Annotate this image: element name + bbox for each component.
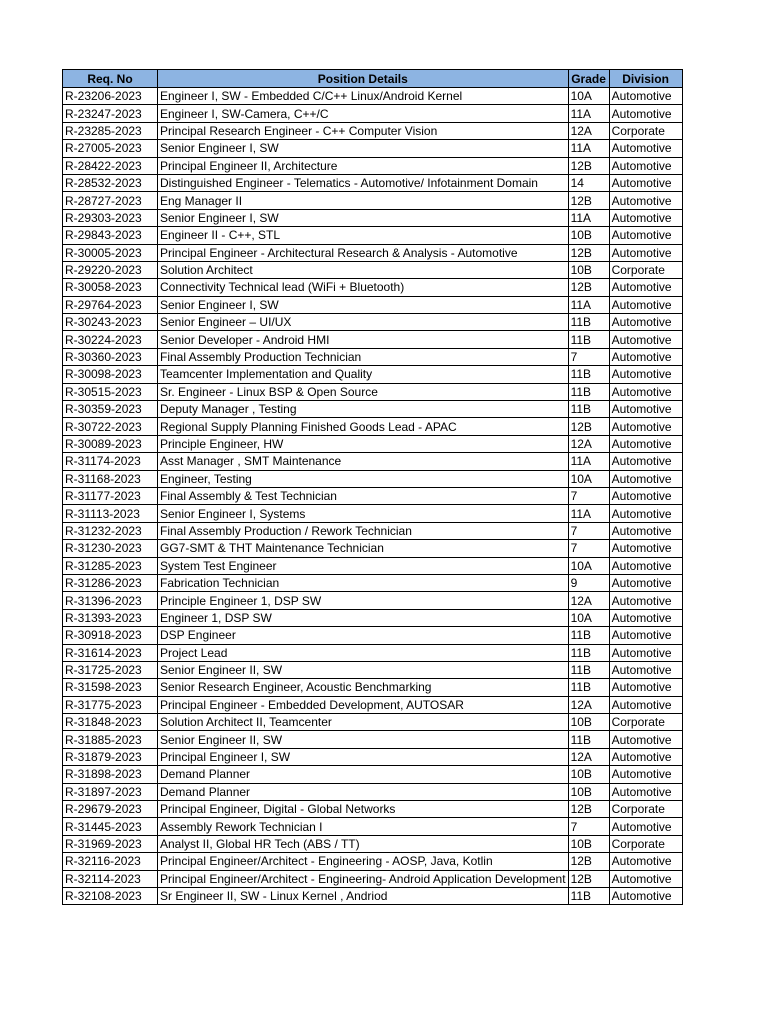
- position-details-cell: Principal Research Engineer - C++ Computer Vision: [158, 122, 569, 139]
- division-cell: Automotive: [609, 401, 682, 418]
- grade-cell: 7: [568, 540, 609, 557]
- req-no-cell: R-31614-2023: [63, 644, 158, 661]
- table-row: [63, 661, 683, 678]
- division-cell: Automotive: [609, 818, 682, 835]
- position-details-cell: Engineer, Testing: [158, 470, 569, 487]
- header-req-no: Req. No: [63, 70, 158, 88]
- grade-cell: 11B: [568, 383, 609, 400]
- grade-cell: 11A: [568, 296, 609, 313]
- division-cell: Automotive: [609, 696, 682, 713]
- table-row: [63, 88, 683, 105]
- grade-cell: 12B: [568, 244, 609, 261]
- table-row: [63, 122, 683, 139]
- grade-cell: 9: [568, 574, 609, 591]
- req-no-cell: R-30243-2023: [63, 314, 158, 331]
- division-cell: Automotive: [609, 853, 682, 870]
- header-row: [63, 70, 683, 88]
- division-cell: Automotive: [609, 348, 682, 365]
- req-no-cell: R-30224-2023: [63, 331, 158, 348]
- division-cell: Automotive: [609, 766, 682, 783]
- req-no-cell: R-31885-2023: [63, 731, 158, 748]
- grade-cell: 10A: [568, 609, 609, 626]
- req-no-cell: R-30360-2023: [63, 348, 158, 365]
- grade-cell: 10B: [568, 227, 609, 244]
- table-row: [63, 540, 683, 557]
- division-cell: Automotive: [609, 644, 682, 661]
- grade-cell: 12B: [568, 870, 609, 887]
- grade-cell: 12B: [568, 279, 609, 296]
- position-details-cell: Engineer II - C++, STL: [158, 227, 569, 244]
- table-row: [63, 401, 683, 418]
- grade-cell: 12B: [568, 157, 609, 174]
- division-cell: Corporate: [609, 122, 682, 139]
- grade-cell: 11B: [568, 314, 609, 331]
- division-cell: Corporate: [609, 714, 682, 731]
- position-details-cell: Final Assembly Production / Rework Technician: [158, 522, 569, 539]
- table-row: [63, 592, 683, 609]
- division-cell: Automotive: [609, 314, 682, 331]
- req-no-cell: R-23247-2023: [63, 105, 158, 122]
- req-no-cell: R-31598-2023: [63, 679, 158, 696]
- req-no-cell: R-23285-2023: [63, 122, 158, 139]
- table-row: [63, 818, 683, 835]
- grade-cell: 12A: [568, 435, 609, 452]
- req-no-cell: R-30515-2023: [63, 383, 158, 400]
- division-cell: Automotive: [609, 609, 682, 626]
- grade-cell: 12A: [568, 592, 609, 609]
- grade-cell: 12A: [568, 122, 609, 139]
- req-no-cell: R-31177-2023: [63, 487, 158, 504]
- division-cell: Automotive: [609, 383, 682, 400]
- req-no-cell: R-31113-2023: [63, 505, 158, 522]
- table-row: [63, 244, 683, 261]
- division-cell: Automotive: [609, 783, 682, 800]
- position-details-cell: Principal Engineer/Architect - Engineering - AOSP, Java, Kotlin: [158, 853, 569, 870]
- req-no-cell: R-30005-2023: [63, 244, 158, 261]
- req-no-cell: R-29679-2023: [63, 801, 158, 818]
- req-no-cell: R-31174-2023: [63, 453, 158, 470]
- req-no-cell: R-30089-2023: [63, 435, 158, 452]
- table-row: [63, 261, 683, 278]
- position-details-cell: Principal Engineer, Digital - Global Networks: [158, 801, 569, 818]
- req-no-cell: R-31232-2023: [63, 522, 158, 539]
- position-details-cell: Engineer I, SW - Embedded C/C++ Linux/Android Kernel: [158, 88, 569, 105]
- position-details-cell: Assembly Rework Technician I: [158, 818, 569, 835]
- division-cell: Automotive: [609, 227, 682, 244]
- division-cell: Automotive: [609, 487, 682, 504]
- grade-cell: 7: [568, 818, 609, 835]
- req-no-cell: R-32108-2023: [63, 887, 158, 904]
- grade-cell: 11B: [568, 627, 609, 644]
- header-position-details: Position Details: [158, 70, 569, 88]
- table-row: [63, 209, 683, 226]
- position-details-cell: Senior Engineer I, SW: [158, 140, 569, 157]
- table-row: [63, 627, 683, 644]
- table-row: [63, 887, 683, 904]
- position-details-cell: Principal Engineer II, Architecture: [158, 157, 569, 174]
- header-grade: Grade: [568, 70, 609, 88]
- position-details-cell: Sr Engineer II, SW - Linux Kernel , Andriod: [158, 887, 569, 904]
- req-no-cell: R-31725-2023: [63, 661, 158, 678]
- grade-cell: 11B: [568, 366, 609, 383]
- position-details-cell: Senior Engineer I, SW: [158, 296, 569, 313]
- division-cell: Automotive: [609, 522, 682, 539]
- position-details-cell: Principal Engineer - Embedded Development, AUTOSAR: [158, 696, 569, 713]
- division-cell: Automotive: [609, 470, 682, 487]
- position-details-cell: Principal Engineer - Architectural Research & Analysis - Automotive: [158, 244, 569, 261]
- table-row: [63, 348, 683, 365]
- table-row: [63, 435, 683, 452]
- table-row: [63, 748, 683, 765]
- req-no-cell: R-31285-2023: [63, 557, 158, 574]
- division-cell: Corporate: [609, 261, 682, 278]
- position-details-cell: Senior Developer - Android HMI: [158, 331, 569, 348]
- grade-cell: 11A: [568, 453, 609, 470]
- table-row: [63, 314, 683, 331]
- req-no-cell: R-27005-2023: [63, 140, 158, 157]
- division-cell: Automotive: [609, 592, 682, 609]
- grade-cell: 12B: [568, 853, 609, 870]
- req-no-cell: R-31445-2023: [63, 818, 158, 835]
- table-row: [63, 453, 683, 470]
- req-no-cell: R-31168-2023: [63, 470, 158, 487]
- table-row: [63, 505, 683, 522]
- division-cell: Automotive: [609, 88, 682, 105]
- table-row: [63, 366, 683, 383]
- req-no-cell: R-28422-2023: [63, 157, 158, 174]
- position-details-cell: GG7-SMT & THT Maintenance Technician: [158, 540, 569, 557]
- grade-cell: 10B: [568, 766, 609, 783]
- position-details-cell: Engineer I, SW-Camera, C++/C: [158, 105, 569, 122]
- req-no-cell: R-30722-2023: [63, 418, 158, 435]
- grade-cell: 12A: [568, 748, 609, 765]
- table-row: [63, 696, 683, 713]
- grade-cell: 10B: [568, 835, 609, 852]
- position-details-cell: Sr. Engineer - Linux BSP & Open Source: [158, 383, 569, 400]
- grade-cell: 10B: [568, 261, 609, 278]
- division-cell: Automotive: [609, 574, 682, 591]
- grade-cell: 11A: [568, 505, 609, 522]
- position-details-cell: Fabrication Technician: [158, 574, 569, 591]
- division-cell: Automotive: [609, 661, 682, 678]
- division-cell: Automotive: [609, 157, 682, 174]
- position-details-cell: Senior Engineer II, SW: [158, 661, 569, 678]
- division-cell: Automotive: [609, 679, 682, 696]
- position-details-cell: Principal Engineer/Architect - Engineering- Android Application Development: [158, 870, 569, 887]
- division-cell: Corporate: [609, 835, 682, 852]
- req-no-cell: R-31898-2023: [63, 766, 158, 783]
- req-no-cell: R-31969-2023: [63, 835, 158, 852]
- position-details-cell: Analyst II, Global HR Tech (ABS / TT): [158, 835, 569, 852]
- grade-cell: 12B: [568, 801, 609, 818]
- table-row: [63, 157, 683, 174]
- position-details-cell: Final Assembly & Test Technician: [158, 487, 569, 504]
- division-cell: Automotive: [609, 279, 682, 296]
- position-details-cell: Demand Planner: [158, 783, 569, 800]
- position-details-cell: Project Lead: [158, 644, 569, 661]
- division-cell: Automotive: [609, 557, 682, 574]
- position-details-cell: Principle Engineer 1, DSP SW: [158, 592, 569, 609]
- grade-cell: 11A: [568, 209, 609, 226]
- table-row: [63, 714, 683, 731]
- req-no-cell: R-31848-2023: [63, 714, 158, 731]
- division-cell: Automotive: [609, 435, 682, 452]
- division-cell: Automotive: [609, 331, 682, 348]
- req-no-cell: R-31393-2023: [63, 609, 158, 626]
- table-row: [63, 140, 683, 157]
- requisition-table: [62, 69, 683, 905]
- req-no-cell: R-31897-2023: [63, 783, 158, 800]
- req-no-cell: R-28532-2023: [63, 174, 158, 191]
- division-cell: Automotive: [609, 192, 682, 209]
- grade-cell: 11B: [568, 401, 609, 418]
- division-cell: Automotive: [609, 366, 682, 383]
- division-cell: Automotive: [609, 540, 682, 557]
- position-details-cell: Senior Engineer I, Systems: [158, 505, 569, 522]
- position-details-cell: System Test Engineer: [158, 557, 569, 574]
- position-details-cell: Asst Manager , SMT Maintenance: [158, 453, 569, 470]
- table-row: [63, 296, 683, 313]
- table-row: [63, 470, 683, 487]
- table-row: [63, 331, 683, 348]
- division-cell: Automotive: [609, 870, 682, 887]
- position-details-cell: Principal Engineer I, SW: [158, 748, 569, 765]
- grade-cell: 10B: [568, 714, 609, 731]
- table-row: [63, 192, 683, 209]
- table-row: [63, 731, 683, 748]
- position-details-cell: Final Assembly Production Technician: [158, 348, 569, 365]
- grade-cell: 11B: [568, 887, 609, 904]
- division-cell: Automotive: [609, 731, 682, 748]
- table-row: [63, 487, 683, 504]
- position-details-cell: Connectivity Technical lead (WiFi + Bluetooth): [158, 279, 569, 296]
- grade-cell: 11B: [568, 679, 609, 696]
- table-row: [63, 383, 683, 400]
- position-details-cell: Eng Manager II: [158, 192, 569, 209]
- grade-cell: 12B: [568, 418, 609, 435]
- grade-cell: 14: [568, 174, 609, 191]
- table-row: [63, 644, 683, 661]
- position-details-cell: Teamcenter Implementation and Quality: [158, 366, 569, 383]
- table-row: [63, 557, 683, 574]
- division-cell: Automotive: [609, 209, 682, 226]
- table-row: [63, 783, 683, 800]
- table-row: [63, 679, 683, 696]
- grade-cell: 7: [568, 348, 609, 365]
- position-details-cell: Distinguished Engineer - Telematics - Automotive/ Infotainment Domain: [158, 174, 569, 191]
- table-row: [63, 853, 683, 870]
- division-cell: Automotive: [609, 887, 682, 904]
- grade-cell: 11B: [568, 731, 609, 748]
- grade-cell: 7: [568, 487, 609, 504]
- grade-cell: 11B: [568, 644, 609, 661]
- position-details-cell: Solution Architect II, Teamcenter: [158, 714, 569, 731]
- req-no-cell: R-31775-2023: [63, 696, 158, 713]
- grade-cell: 11A: [568, 140, 609, 157]
- req-no-cell: R-31879-2023: [63, 748, 158, 765]
- division-cell: Automotive: [609, 505, 682, 522]
- req-no-cell: R-30359-2023: [63, 401, 158, 418]
- header-division: Division: [609, 70, 682, 88]
- division-cell: Automotive: [609, 627, 682, 644]
- table-row: [63, 279, 683, 296]
- grade-cell: 10A: [568, 470, 609, 487]
- req-no-cell: R-31286-2023: [63, 574, 158, 591]
- req-no-cell: R-30098-2023: [63, 366, 158, 383]
- table-row: [63, 835, 683, 852]
- position-details-cell: Principle Engineer, HW: [158, 435, 569, 452]
- position-details-cell: Regional Supply Planning Finished Goods Lead - APAC: [158, 418, 569, 435]
- division-cell: Automotive: [609, 140, 682, 157]
- table-row: [63, 766, 683, 783]
- division-cell: Automotive: [609, 453, 682, 470]
- grade-cell: 10A: [568, 557, 609, 574]
- req-no-cell: R-29764-2023: [63, 296, 158, 313]
- table-row: [63, 522, 683, 539]
- table-row: [63, 574, 683, 591]
- division-cell: Automotive: [609, 244, 682, 261]
- table-row: [63, 418, 683, 435]
- req-no-cell: R-23206-2023: [63, 88, 158, 105]
- req-no-cell: R-29843-2023: [63, 227, 158, 244]
- division-cell: Automotive: [609, 105, 682, 122]
- req-no-cell: R-31230-2023: [63, 540, 158, 557]
- division-cell: Automotive: [609, 748, 682, 765]
- grade-cell: 7: [568, 522, 609, 539]
- req-no-cell: R-29220-2023: [63, 261, 158, 278]
- req-no-cell: R-28727-2023: [63, 192, 158, 209]
- position-details-cell: Demand Planner: [158, 766, 569, 783]
- table-row: [63, 105, 683, 122]
- req-no-cell: R-31396-2023: [63, 592, 158, 609]
- req-no-cell: R-30918-2023: [63, 627, 158, 644]
- grade-cell: 10B: [568, 783, 609, 800]
- grade-cell: 12A: [568, 696, 609, 713]
- position-details-cell: DSP Engineer: [158, 627, 569, 644]
- position-details-cell: Solution Architect: [158, 261, 569, 278]
- division-cell: Automotive: [609, 418, 682, 435]
- table-row: [63, 870, 683, 887]
- table-row: [63, 609, 683, 626]
- division-cell: Automotive: [609, 296, 682, 313]
- grade-cell: 11B: [568, 331, 609, 348]
- table-row: [63, 227, 683, 244]
- grade-cell: 11B: [568, 661, 609, 678]
- req-no-cell: R-32114-2023: [63, 870, 158, 887]
- position-details-cell: Deputy Manager , Testing: [158, 401, 569, 418]
- position-details-cell: Senior Research Engineer, Acoustic Benchmarking: [158, 679, 569, 696]
- position-details-cell: Engineer 1, DSP SW: [158, 609, 569, 626]
- table-row: [63, 174, 683, 191]
- position-details-cell: Senior Engineer II, SW: [158, 731, 569, 748]
- position-details-cell: Senior Engineer I, SW: [158, 209, 569, 226]
- division-cell: Automotive: [609, 174, 682, 191]
- grade-cell: 12B: [568, 192, 609, 209]
- grade-cell: 10A: [568, 88, 609, 105]
- grade-cell: 11A: [568, 105, 609, 122]
- req-no-cell: R-29303-2023: [63, 209, 158, 226]
- division-cell: Corporate: [609, 801, 682, 818]
- req-no-cell: R-32116-2023: [63, 853, 158, 870]
- req-no-cell: R-30058-2023: [63, 279, 158, 296]
- position-details-cell: Senior Engineer – UI/UX: [158, 314, 569, 331]
- table-row: [63, 801, 683, 818]
